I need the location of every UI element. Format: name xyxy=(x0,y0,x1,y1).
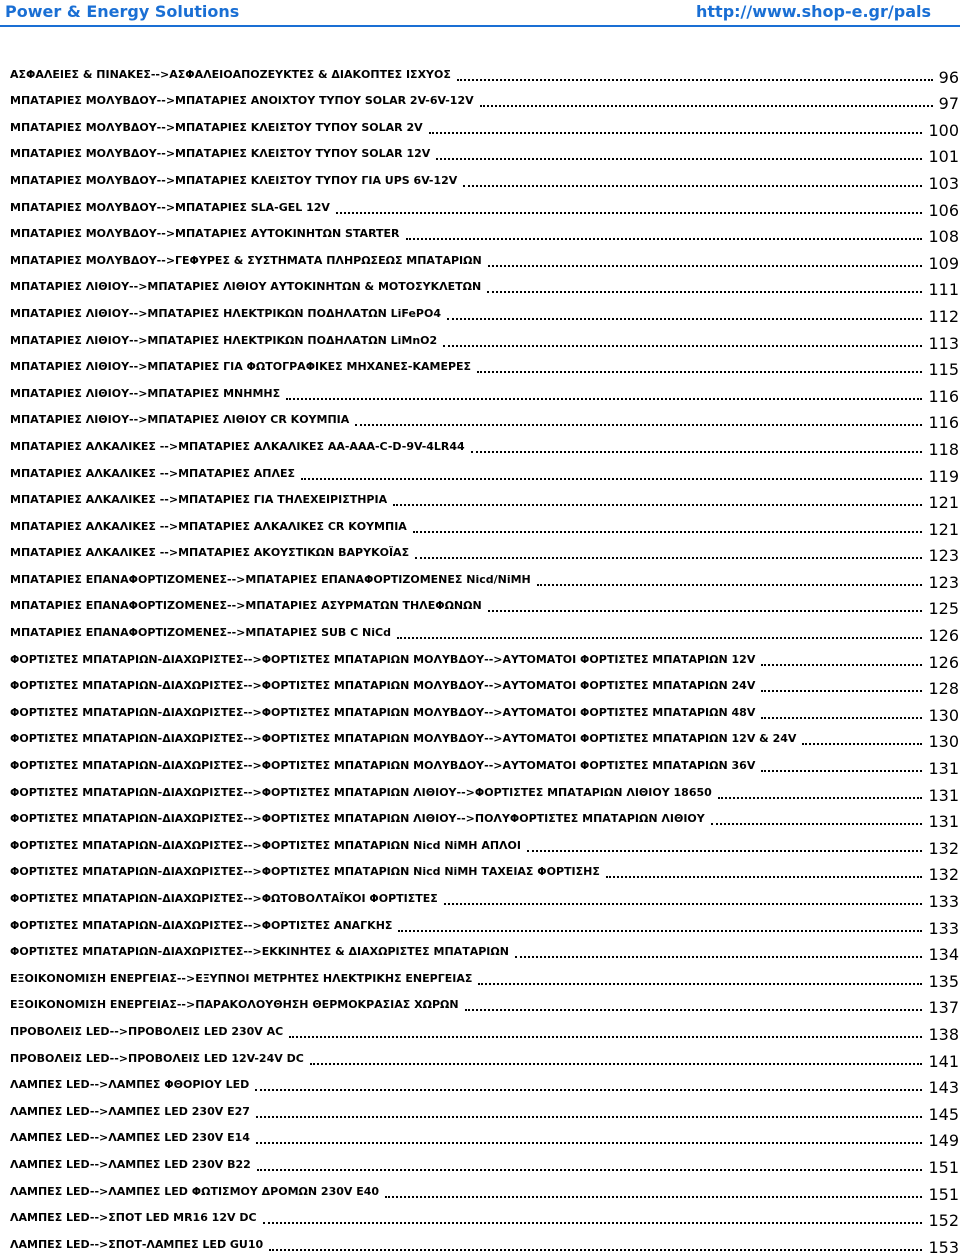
toc-entry-title[interactable]: ΦΟΡΤΙΣΤΕΣ ΜΠΑΤΑΡΙΩΝ-ΔΙΑΧΩΡΙΣΤΕΣ-->ΦΟΡΤΙΣΤΕΣ ΜΠΑΤΑΡΙΩΝ ΜΟΛΥΒΔΟΥ-->ΑΥΤΟΜΑΤΟΙ ΦΟΡΤΙΣΤΕΣ ΜΠΑΤΑΡΙΩΝ 48V xyxy=(10,705,756,719)
toc-entry[interactable] xyxy=(0,751,960,778)
toc-entry[interactable] xyxy=(0,1230,960,1257)
toc-entry[interactable] xyxy=(0,273,960,300)
toc-entry-page-number: 97 xyxy=(938,94,959,114)
toc-entry-title[interactable]: ΜΠΑΤΑΡΙΕΣ ΑΛΚΑΛΙΚΕΣ -->ΜΠΑΤΑΡΙΕΣ ΑΚΟΥΣΤΙΚΩΝ ΒΑΡΥΚΟΪΑΣ xyxy=(10,546,410,560)
toc-entry-title[interactable]: ΦΟΡΤΙΣΤΕΣ ΜΠΑΤΑΡΙΩΝ-ΔΙΑΧΩΡΙΣΤΕΣ-->ΦΟΡΤΙΣΤΕΣ ΜΠΑΤΑΡΙΩΝ Nicd NiMH ΤΑΧΕΙΑΣ ΦΟΡΤΙΣΗΣ xyxy=(10,865,600,879)
dot-leader xyxy=(802,743,922,745)
toc-entry[interactable] xyxy=(0,512,960,539)
toc-entry-page-number: 118 xyxy=(928,439,959,459)
toc-entry-page-number: 123 xyxy=(928,546,959,566)
toc-entry-page-number: 151 xyxy=(928,1184,959,1204)
toc-entry[interactable] xyxy=(0,379,960,406)
table-of-contents xyxy=(0,60,960,1257)
toc-entry-title[interactable]: ΜΠΑΤΑΡΙΕΣ ΛΙΘΙΟΥ-->ΜΠΑΤΑΡΙΕΣ ΛΙΘΙΟΥ ΑΥΤΟΚΙΝΗΤΩΝ & ΜΟΤΟΣΥΚΛΕΤΩΝ xyxy=(10,280,482,294)
toc-entry[interactable] xyxy=(0,539,960,566)
toc-entry-page-number: 101 xyxy=(928,147,959,167)
site-url[interactable]: http://www.shop-e.gr/pals xyxy=(696,2,931,21)
toc-entry-title[interactable]: ΛΑΜΠΕΣ LED-->ΛΑΜΠΕΣ ΦΘΟΡΙΟΥ LED xyxy=(10,1078,250,1092)
toc-entry-page-number: 131 xyxy=(928,785,959,805)
toc-entry-title[interactable]: ΜΠΑΤΑΡΙΕΣ ΛΙΘΙΟΥ-->ΜΠΑΤΑΡΙΕΣ ΗΛΕΚΤΡΙΚΩΝ ΠΟΔΗΛΑΤΩΝ LiFePO4 xyxy=(10,306,441,320)
toc-entry-title[interactable]: ΦΟΡΤΙΣΤΕΣ ΜΠΑΤΑΡΙΩΝ-ΔΙΑΧΩΡΙΣΤΕΣ-->ΦΟΡΤΙΣΤΕΣ ΜΠΑΤΑΡΙΩΝ ΜΟΛΥΒΔΟΥ-->ΑΥΤΟΜΑΤΟΙ ΦΟΡΤΙΣΤΕΣ ΜΠΑΤΑΡΙΩΝ 36V xyxy=(10,759,756,773)
toc-entry-title[interactable]: ΦΟΡΤΙΣΤΕΣ ΜΠΑΤΑΡΙΩΝ-ΔΙΑΧΩΡΙΣΤΕΣ-->ΦΟΡΤΙΣΤΕΣ ΜΠΑΤΑΡΙΩΝ ΛΙΘΙΟΥ-->ΦΟΡΤΙΣΤΕΣ ΜΠΑΤΑΡΙΩΝ ΛΙΘΙΟΥ 18650 xyxy=(10,785,712,799)
toc-entry-page-number: 143 xyxy=(928,1078,959,1098)
toc-entry[interactable] xyxy=(0,911,960,938)
toc-entry[interactable] xyxy=(0,1071,960,1098)
toc-entry[interactable] xyxy=(0,299,960,326)
toc-entry[interactable] xyxy=(0,220,960,247)
brand-title: Power & Energy Solutions xyxy=(5,2,240,21)
toc-entry-title[interactable]: ΛΑΜΠΕΣ LED-->ΛΑΜΠΕΣ LED ΦΩΤΙΣΜΟΥ ΔΡΟΜΩΝ 230V E40 xyxy=(10,1184,380,1198)
toc-entry[interactable] xyxy=(0,1150,960,1177)
toc-entry-page-number: 145 xyxy=(928,1104,959,1124)
toc-entry-title[interactable]: ΕΞΟΙΚΟΝΟΜΙΣΗ ΕΝΕΡΓΕΙΑΣ-->ΕΞΥΠΝΟΙ ΜΕΤΡΗΤΕΣ ΗΛΕΚΤΡΙΚΗΣ ΕΝΕΡΓΕΙΑΣ xyxy=(10,971,473,985)
toc-entry-page-number: 133 xyxy=(928,918,959,938)
header-divider xyxy=(0,25,960,27)
toc-entry[interactable] xyxy=(0,166,960,193)
toc-entry-page-number: 126 xyxy=(928,626,959,646)
toc-entry-page-number: 113 xyxy=(928,333,959,353)
toc-entry-title[interactable]: ΦΟΡΤΙΣΤΕΣ ΜΠΑΤΑΡΙΩΝ-ΔΙΑΧΩΡΙΣΤΕΣ-->ΦΩΤΟΒΟΛΤΑΪΚΟΙ ΦΟΡΤΙΣΤΕΣ xyxy=(10,892,438,905)
dot-leader xyxy=(477,371,922,373)
dot-leader xyxy=(286,398,922,400)
toc-entry-title[interactable]: ΛΑΜΠΕΣ LED-->ΛΑΜΠΕΣ LED 230V E27 xyxy=(10,1104,250,1118)
toc-entry-title[interactable]: ΛΑΜΠΕΣ LED-->ΣΠΟΤ LED MR16 12V DC xyxy=(10,1211,257,1225)
toc-entry[interactable] xyxy=(0,326,960,353)
toc-entry-title[interactable]: ΜΠΑΤΑΡΙΕΣ ΑΛΚΑΛΙΚΕΣ -->ΜΠΑΤΑΡΙΕΣ ΓΙΑ ΤΗΛΕΧΕΙΡΙΣΤΗΡΙΑ xyxy=(10,493,388,507)
toc-entry[interactable] xyxy=(0,725,960,752)
toc-entry-page-number: 119 xyxy=(928,466,959,486)
toc-entry-title[interactable]: ΜΠΑΤΑΡΙΕΣ ΕΠΑΝΑΦΟΡΤΙΖΟΜΕΝΕΣ-->ΜΠΑΤΑΡΙΕΣ ΕΠΑΝΑΦΟΡΤΙΖΟΜΕΝΕΣ Nicd/NiMH xyxy=(10,572,531,586)
toc-entry-page-number: 131 xyxy=(928,812,959,832)
dot-leader xyxy=(527,850,922,852)
toc-entry-page-number: 132 xyxy=(928,838,959,858)
toc-entry-title[interactable]: ΜΠΑΤΑΡΙΕΣ ΜΟΛΥΒΔΟΥ-->ΜΠΑΤΑΡΙΕΣ ΑΝΟΙΧΤΟΥ ΤΥΠΟΥ SOLAR 2V-6V-12V xyxy=(10,94,474,108)
dot-leader xyxy=(463,185,922,187)
toc-entry-title[interactable]: ΜΠΑΤΑΡΙΕΣ ΜΟΛΥΒΔΟΥ-->ΜΠΑΤΑΡΙΕΣ SLA-GEL 12V xyxy=(10,200,330,214)
toc-entry-page-number: 123 xyxy=(928,572,959,592)
toc-entry[interactable] xyxy=(0,672,960,699)
dot-leader xyxy=(515,956,923,958)
toc-entry-page-number: 153 xyxy=(928,1237,959,1257)
dot-leader xyxy=(444,903,923,905)
dot-leader xyxy=(257,1169,923,1171)
toc-entry-page-number: 130 xyxy=(928,732,959,752)
toc-entry-title[interactable]: ΜΠΑΤΑΡΙΕΣ ΛΙΘΙΟΥ-->ΜΠΑΤΑΡΙΕΣ ΛΙΘΙΟΥ CR ΚΟΥΜΠΙΑ xyxy=(10,413,350,427)
toc-entry-page-number: 149 xyxy=(928,1131,959,1151)
toc-entry[interactable] xyxy=(0,406,960,433)
toc-entry-page-number: 116 xyxy=(928,386,959,406)
toc-entry[interactable] xyxy=(0,432,960,459)
dot-leader xyxy=(537,584,923,586)
dot-leader xyxy=(336,212,923,214)
toc-entry-page-number: 126 xyxy=(928,652,959,672)
toc-entry[interactable] xyxy=(0,1017,960,1044)
toc-entry-title[interactable]: ΦΟΡΤΙΣΤΕΣ ΜΠΑΤΑΡΙΩΝ-ΔΙΑΧΩΡΙΣΤΕΣ-->ΦΟΡΤΙΣΤΕΣ ΜΠΑΤΑΡΙΩΝ ΜΟΛΥΒΔΟΥ-->ΑΥΤΟΜΑΤΟΙ ΦΟΡΤΙΣΤΕΣ ΜΠΑΤΑΡΙΩΝ 12V xyxy=(10,652,756,666)
dot-leader xyxy=(413,531,923,533)
page-header xyxy=(0,0,960,24)
toc-entry[interactable] xyxy=(0,1204,960,1231)
toc-entry-page-number: 121 xyxy=(928,519,959,539)
toc-entry-page-number: 109 xyxy=(928,253,959,273)
dot-leader xyxy=(256,1116,923,1118)
dot-leader xyxy=(398,930,922,932)
toc-entry[interactable] xyxy=(0,618,960,645)
toc-entry-title[interactable]: ΜΠΑΤΑΡΙΕΣ ΜΟΛΥΒΔΟΥ-->ΜΠΑΤΑΡΙΕΣ ΚΛΕΙΣΤΟΥ ΤΥΠΟΥ SOLAR 2V xyxy=(10,120,423,134)
toc-entry[interactable] xyxy=(0,1044,960,1071)
toc-entry[interactable] xyxy=(0,353,960,380)
dot-leader xyxy=(385,1196,922,1198)
toc-entry-page-number: 103 xyxy=(928,173,959,193)
toc-entry[interactable] xyxy=(0,991,960,1018)
toc-entry-page-number: 133 xyxy=(928,892,959,911)
toc-entry[interactable] xyxy=(0,87,960,114)
toc-entry-title[interactable]: ΠΡΟΒΟΛΕΙΣ LED-->ΠΡΟΒΟΛΕΙΣ LED 230V AC xyxy=(10,1024,284,1038)
dot-leader xyxy=(301,478,922,480)
toc-entry-title[interactable]: ΦΟΡΤΙΣΤΕΣ ΜΠΑΤΑΡΙΩΝ-ΔΙΑΧΩΡΙΣΤΕΣ-->ΦΟΡΤΙΣΤΕΣ ΑΝΑΓΚΗΣ xyxy=(10,918,393,932)
toc-entry[interactable] xyxy=(0,1097,960,1124)
toc-entry[interactable] xyxy=(0,964,960,991)
dot-leader xyxy=(310,1063,923,1065)
dot-leader xyxy=(429,132,923,134)
toc-entry-page-number: 106 xyxy=(928,200,959,220)
dot-leader xyxy=(471,451,923,453)
toc-entry-page-number: 152 xyxy=(928,1211,959,1231)
toc-entry-title[interactable]: ΜΠΑΤΑΡΙΕΣ ΑΛΚΑΛΙΚΕΣ -->ΜΠΑΤΑΡΙΕΣ ΑΠΛΕΣ xyxy=(10,466,296,480)
toc-entry[interactable] xyxy=(0,858,960,885)
dot-leader xyxy=(761,690,922,692)
toc-entry[interactable] xyxy=(0,645,960,672)
toc-entry-page-number: 132 xyxy=(928,865,959,885)
toc-entry-title[interactable]: ΜΠΑΤΑΡΙΕΣ ΜΟΛΥΒΔΟΥ-->ΜΠΑΤΑΡΙΕΣ ΑΥΤΟΚΙΝΗΤΩΝ STARTER xyxy=(10,227,400,241)
toc-entry-page-number: 111 xyxy=(928,280,959,300)
toc-entry-page-number: 131 xyxy=(928,759,959,779)
toc-entry-title[interactable]: ΦΟΡΤΙΣΤΕΣ ΜΠΑΤΑΡΙΩΝ-ΔΙΑΧΩΡΙΣΤΕΣ-->ΦΟΡΤΙΣΤΕΣ ΜΠΑΤΑΡΙΩΝ Nicd NiMH ΑΠΛΟΙ xyxy=(10,838,521,852)
toc-entry-title[interactable]: ΜΠΑΤΑΡΙΕΣ ΕΠΑΝΑΦΟΡΤΙΖΟΜΕΝΕΣ-->ΜΠΑΤΑΡΙΕΣ SUB C NiCd xyxy=(10,626,391,640)
dot-leader xyxy=(480,105,933,107)
toc-entry-title[interactable]: ΜΠΑΤΑΡΙΕΣ ΛΙΘΙΟΥ-->ΜΠΑΤΑΡΙΕΣ ΗΛΕΚΤΡΙΚΩΝ ΠΟΔΗΛΑΤΩΝ LiMnO2 xyxy=(10,333,438,347)
toc-entry[interactable] xyxy=(0,60,960,87)
toc-entry-title[interactable]: ΜΠΑΤΑΡΙΕΣ ΑΛΚΑΛΙΚΕΣ -->ΜΠΑΤΑΡΙΕΣ ΑΛΚΑΛΙΚΕΣ CR ΚΟΥΜΠΙΑ xyxy=(10,519,407,533)
toc-entry[interactable] xyxy=(0,1177,960,1204)
toc-entry-title[interactable]: ΜΠΑΤΑΡΙΕΣ ΛΙΘΙΟΥ-->ΜΠΑΤΑΡΙΕΣ ΓΙΑ ΦΩΤΟΓΡΑΦΙΚΕΣ ΜΗΧΑΝΕΣ-ΚΑΜΕΡΕΣ xyxy=(10,360,472,374)
toc-entry-page-number: 135 xyxy=(928,971,959,991)
dot-leader xyxy=(443,345,922,347)
toc-entry-title[interactable]: ΜΠΑΤΑΡΙΕΣ ΕΠΑΝΑΦΟΡΤΙΖΟΜΕΝΕΣ-->ΜΠΑΤΑΡΙΕΣ ΑΣΥΡΜΑΤΩΝ ΤΗΛΕΦΩΝΩΝ xyxy=(10,599,482,613)
dot-leader xyxy=(465,1009,923,1011)
dot-leader xyxy=(761,664,922,666)
toc-entry-title[interactable]: ΜΠΑΤΑΡΙΕΣ ΜΟΛΥΒΔΟΥ-->ΜΠΑΤΑΡΙΕΣ ΚΛΕΙΣΤΟΥ ΤΥΠΟΥ ΓΙΑ UPS 6V-12V xyxy=(10,173,458,187)
toc-entry[interactable] xyxy=(0,805,960,832)
dot-leader xyxy=(397,637,922,639)
toc-entry[interactable] xyxy=(0,592,960,619)
toc-entry-title[interactable]: ΦΟΡΤΙΣΤΕΣ ΜΠΑΤΑΡΙΩΝ-ΔΙΑΧΩΡΙΣΤΕΣ-->ΦΟΡΤΙΣΤΕΣ ΜΠΑΤΑΡΙΩΝ ΜΟΛΥΒΔΟΥ-->ΑΥΤΟΜΑΤΟΙ ΦΟΡΤΙΣΤΕΣ ΜΠΑΤΑΡΙΩΝ 24V xyxy=(10,679,756,693)
toc-entry-title[interactable]: ΛΑΜΠΕΣ LED-->ΛΑΜΠΕΣ LED 230V B22 xyxy=(10,1157,251,1171)
toc-entry[interactable] xyxy=(0,140,960,167)
toc-entry-page-number: 116 xyxy=(928,413,959,433)
toc-entry-title[interactable]: ΑΣΦΑΛΕΙΕΣ & ΠΙΝΑΚΕΣ-->ΑΣΦΑΛΕΙΟΑΠΟΖΕΥΚΤΕΣ & ΔΙΑΚΟΠΤΕΣ ΙΣΧΥΟΣ xyxy=(10,67,451,81)
dot-leader xyxy=(761,717,922,719)
dot-leader xyxy=(447,318,922,320)
dot-leader xyxy=(487,291,922,293)
dot-leader xyxy=(255,1089,922,1091)
toc-entry-page-number: 134 xyxy=(928,945,959,965)
toc-entry-title[interactable]: ΦΟΡΤΙΣΤΕΣ ΜΠΑΤΑΡΙΩΝ-ΔΙΑΧΩΡΙΣΤΕΣ-->ΦΟΡΤΙΣΤΕΣ ΜΠΑΤΑΡΙΩΝ ΜΟΛΥΒΔΟΥ-->ΑΥΤΟΜΑΤΟΙ ΦΟΡΤΙΣΤΕΣ ΜΠΑΤΑΡΙΩΝ 12V & 24V xyxy=(10,732,797,746)
toc-entry-title[interactable]: ΜΠΑΤΑΡΙΕΣ ΛΙΘΙΟΥ-->ΜΠΑΤΑΡΙΕΣ ΜΝΗΜΗΣ xyxy=(10,386,281,400)
dot-leader xyxy=(606,876,923,878)
dot-leader xyxy=(355,424,922,426)
toc-entry-page-number: 138 xyxy=(928,1024,959,1044)
toc-entry-title[interactable]: ΛΑΜΠΕΣ LED-->ΣΠΟΤ-ΛΑΜΠΕΣ LED GU10 xyxy=(10,1237,264,1251)
dot-leader xyxy=(761,770,922,772)
toc-entry-page-number: 141 xyxy=(928,1051,959,1071)
toc-entry[interactable] xyxy=(0,938,960,965)
toc-entry-title[interactable]: ΦΟΡΤΙΣΤΕΣ ΜΠΑΤΑΡΙΩΝ-ΔΙΑΧΩΡΙΣΤΕΣ-->ΦΟΡΤΙΣΤΕΣ ΜΠΑΤΑΡΙΩΝ ΛΙΘΙΟΥ-->ΠΟΛΥΦΟΡΤΙΣΤΕΣ ΜΠΑΤΑΡΙΩΝ ΛΙΘΙΟΥ xyxy=(10,812,705,826)
dot-leader xyxy=(436,158,922,160)
toc-entry-title[interactable]: ΦΟΡΤΙΣΤΕΣ ΜΠΑΤΑΡΙΩΝ-ΔΙΑΧΩΡΙΣΤΕΣ-->ΕΚΚΙΝΗΤΕΣ & ΔΙΑΧΩΡΙΣΤΕΣ ΜΠΑΤΑΡΙΩΝ xyxy=(10,945,509,959)
toc-entry-page-number: 125 xyxy=(928,599,959,619)
toc-entry[interactable] xyxy=(0,698,960,725)
toc-entry[interactable] xyxy=(0,246,960,273)
dot-leader xyxy=(457,79,933,81)
toc-entry-page-number: 96 xyxy=(938,67,959,87)
toc-entry-title[interactable]: ΛΑΜΠΕΣ LED-->ΛΑΜΠΕΣ LED 230V E14 xyxy=(10,1131,250,1145)
dot-leader xyxy=(289,1036,922,1038)
dot-leader xyxy=(393,504,922,506)
toc-entry-page-number: 100 xyxy=(928,120,959,140)
dot-leader xyxy=(478,983,922,985)
dot-leader xyxy=(488,265,923,267)
toc-entry-page-number: 137 xyxy=(928,998,959,1018)
toc-entry[interactable] xyxy=(0,113,960,140)
toc-entry-title[interactable]: ΕΞΟΙΚΟΝΟΜΙΣΗ ΕΝΕΡΓΕΙΑΣ-->ΠΑΡΑΚΟΛΟΥΘΗΣΗ ΘΕΡΜΟΚΡΑΣΙΑΣ ΧΩΡΩΝ xyxy=(10,998,459,1012)
dot-leader xyxy=(263,1222,923,1224)
toc-entry-page-number: 115 xyxy=(928,360,959,380)
dot-leader xyxy=(488,610,923,612)
toc-entry-title[interactable]: ΠΡΟΒΟΛΕΙΣ LED-->ΠΡΟΒΟΛΕΙΣ LED 12V-24V DC xyxy=(10,1051,304,1065)
toc-entry[interactable] xyxy=(0,778,960,805)
dot-leader xyxy=(711,823,923,825)
toc-entry[interactable] xyxy=(0,486,960,513)
dot-leader xyxy=(718,797,923,799)
toc-entry[interactable] xyxy=(0,1124,960,1151)
toc-entry[interactable] xyxy=(0,884,960,911)
toc-entry[interactable] xyxy=(0,831,960,858)
dot-leader xyxy=(256,1142,923,1144)
toc-entry-title[interactable]: ΜΠΑΤΑΡΙΕΣ ΜΟΛΥΒΔΟΥ-->ΜΠΑΤΑΡΙΕΣ ΚΛΕΙΣΤΟΥ ΤΥΠΟΥ SOLAR 12V xyxy=(10,147,431,161)
toc-entry-title[interactable]: ΜΠΑΤΑΡΙΕΣ ΜΟΛΥΒΔΟΥ-->ΓΕΦΥΡΕΣ & ΣΥΣΤΗΜΑΤΑ ΠΛΗΡΩΣΕΩΣ ΜΠΑΤΑΡΙΩΝ xyxy=(10,253,482,267)
toc-entry-page-number: 121 xyxy=(928,493,959,513)
toc-entry[interactable] xyxy=(0,459,960,486)
toc-entry[interactable] xyxy=(0,565,960,592)
toc-entry-page-number: 130 xyxy=(928,705,959,725)
toc-entry[interactable] xyxy=(0,193,960,220)
toc-entry-page-number: 151 xyxy=(928,1157,959,1177)
toc-entry-page-number: 112 xyxy=(928,306,959,326)
dot-leader xyxy=(406,238,923,240)
toc-entry-page-number: 128 xyxy=(928,679,959,699)
dot-leader xyxy=(415,557,922,559)
toc-entry-title[interactable]: ΜΠΑΤΑΡΙΕΣ ΑΛΚΑΛΙΚΕΣ -->ΜΠΑΤΑΡΙΕΣ ΑΛΚΑΛΙΚΕΣ AA-AAA-C-D-9V-4LR44 xyxy=(10,439,465,453)
toc-entry-page-number: 108 xyxy=(928,227,959,247)
